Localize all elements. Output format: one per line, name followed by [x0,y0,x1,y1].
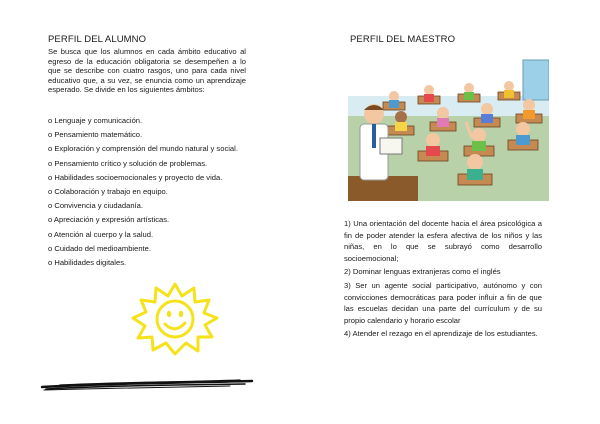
underline-scribble [40,375,254,393]
list-item: o Habilidades digitales. [48,257,127,267]
list-item: o Colaboración y trabajo en equipo. [48,186,168,196]
list-item: o Pensamiento matemático. [48,130,143,140]
list-item: o Apreciación y expresión artísticas. [48,215,170,225]
classroom-illustration [348,56,549,201]
perfil-alumno-title: PERFIL DEL ALUMNO [48,34,147,45]
list-item: 3) Ser un agente social participativo, autónomo y con convicciones democráticas para poder influir a fin de que las escuelas decidan una parte del currículum y de su propio calendario y horario escolar [344,280,542,325]
list-item: o Cuidado del medioambiente. [48,243,152,253]
maestro-list [344,218,542,342]
list-item: o Exploración y comprensión del mundo natural y social. [48,144,238,154]
smiling-sun-icon [128,278,222,358]
perfil-alumno-intro: Se busca que los alumnos en cada ámbito educativo al egreso de la educación obligatoria se desempeñen a lo que se describe con cuatro rasgos, uno para cada nivel educativo que, a su vez, se enuncia como un aprendizaje esperado. Se divide en los siguientes ámbitos: [48,47,246,94]
perfil-maestro-title: PERFIL DEL MAESTRO [350,34,456,45]
list-item: 4) Atender el rezago en el aprendizaje de los estudiantes. [344,329,538,339]
ambitos-list [48,116,246,272]
list-item: 1) Una orientación del docente hacia el área psicológica a fin de poder atender la esfera afectiva de los niños y las niñas, en lo que se subrayó como desarrollo socioemocional; [344,219,542,263]
list-item: o Atención al cuerpo y la salud. [48,229,154,239]
list-item: o Convivencia y ciudadanía. [48,201,143,211]
list-item: o Pensamiento crítico y solución de problemas. [48,158,208,168]
list-item: o Habilidades socioemocionales y proyecto de vida. [48,172,223,182]
list-item: 2) Dominar lenguas extranjeras como el inglés [344,267,501,277]
list-item: o Lenguaje y comunicación. [48,116,143,125]
